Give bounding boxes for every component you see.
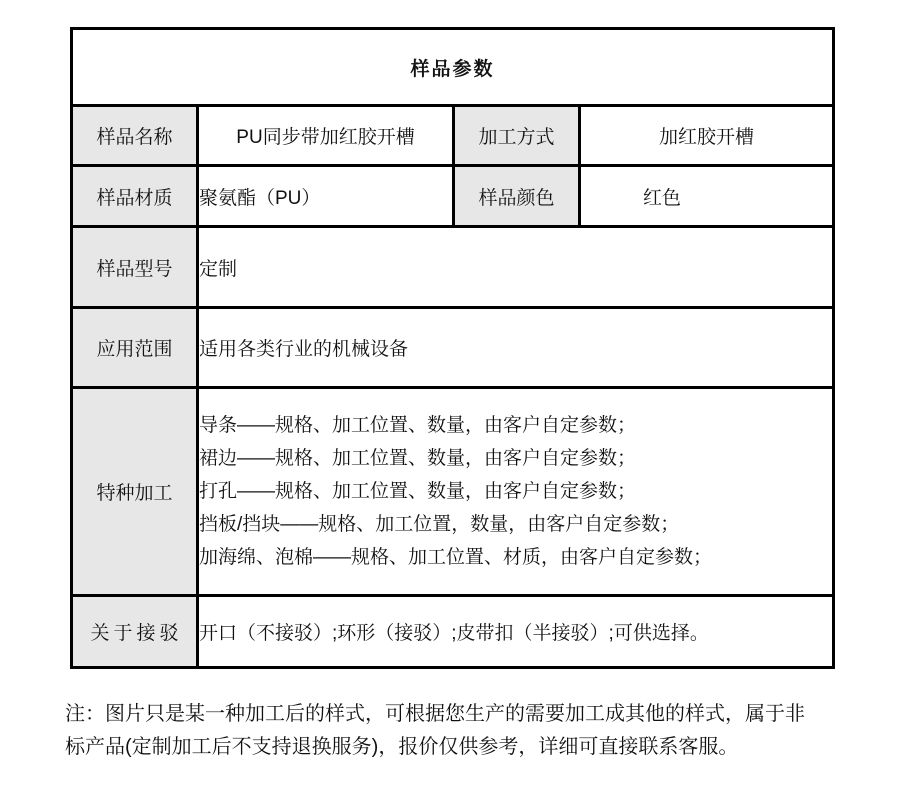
value-sample-model: 定制: [198, 227, 834, 308]
value-application-scope: 适用各类行业的机械设备: [198, 308, 834, 388]
label-application-scope: 应用范围: [72, 308, 198, 388]
special-processing-line-sponge-foam: 加海绵、泡棉——规格、加工位置、材质，由客户自定参数；: [199, 547, 713, 568]
value-special-processing: [198, 388, 834, 596]
label-special-processing: 特种加工: [72, 388, 198, 596]
label-sample-color: 样品颜色: [454, 166, 580, 227]
special-processing-line-guide-strip: 导条——规格、加工位置、数量，由客户自定参数；: [199, 415, 637, 436]
label-about-joining: 关于接驳: [72, 596, 198, 668]
label-sample-model: 样品型号: [72, 227, 198, 308]
label-processing-method: 加工方式: [454, 106, 580, 166]
value-sample-material: 聚氨酯（PU）: [198, 166, 454, 227]
value-sample-name: PU同步带加红胶开槽: [198, 106, 454, 166]
label-sample-name: 样品名称: [72, 106, 198, 166]
label-sample-material: 样品材质: [72, 166, 198, 227]
special-processing-line-punching: 打孔——规格、加工位置、数量，由客户自定参数；: [199, 481, 637, 502]
value-sample-color: 红色: [580, 166, 834, 227]
table-title: 样品参数: [72, 29, 834, 106]
value-about-joining: 开口（不接驳）;环形（接驳）;皮带扣（半接驳）;可供选择。: [198, 596, 834, 668]
footer-note: 注：图片只是某一种加工后的样式，可根据您生产的需要加工成其他的样式，属于非标产品(定制加工后不支持退换服务)，报价仅供参考，详细可直接联系客服。: [65, 703, 805, 758]
special-processing-line-skirt: 裙边——规格、加工位置、数量，由客户自定参数；: [199, 448, 637, 469]
value-processing-method: 加红胶开槽: [580, 106, 834, 166]
special-processing-line-baffle: 挡板/挡块——规格、加工位置，数量，由客户自定参数；: [199, 514, 680, 535]
sample-parameters-table: [70, 27, 835, 669]
